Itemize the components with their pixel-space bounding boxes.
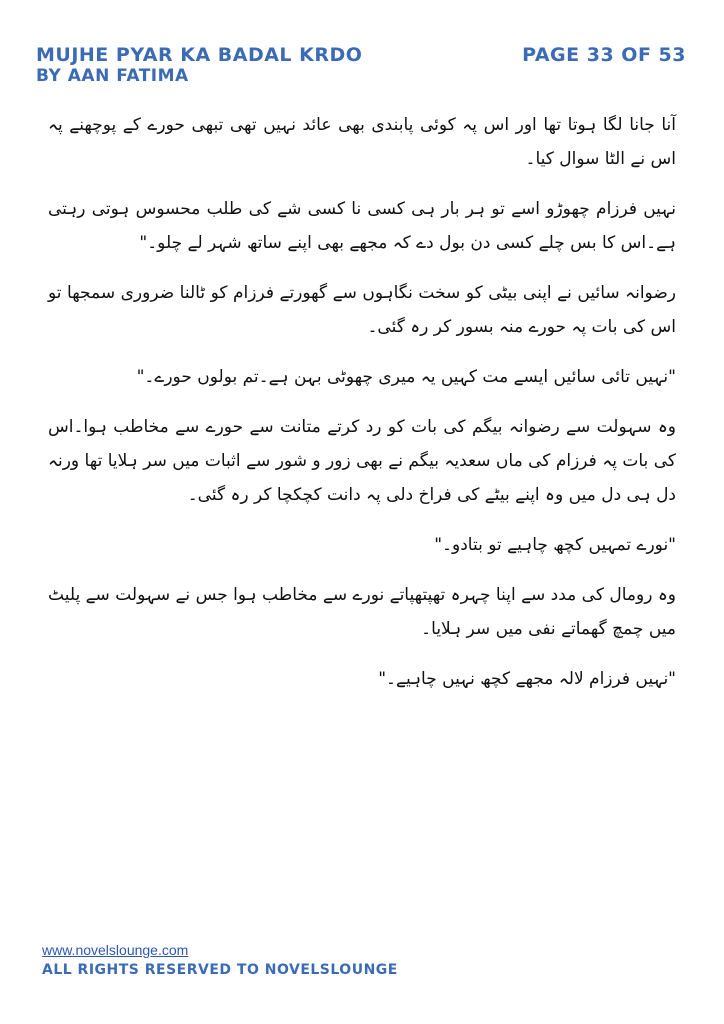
dialogue-line: "نورے تمہیں کچھ چاہیے تو بتادو۔" <box>434 535 676 555</box>
page-footer <box>42 942 442 978</box>
paragraph: وہ سہولت سے رضوانہ بیگم کی بات کو رد کرتے متانت سے حورے سے مخاطب ہوا۔اس کی بات پہ فرزام کی ماں سعدیہ بیگم نے بھی زور و شور سے اثبات میں سر ہلایا تھا ورنہ دل ہی دل میں وہ اپنے بیٹے کی فراخ دلی پہ دانت کچکچا کر رہ گئی۔ <box>48 417 676 505</box>
page-number: PAGE 33 OF 53 <box>522 44 686 66</box>
website-link[interactable]: www.novelslounge.com <box>42 942 189 958</box>
author-name: BY AAN FATIMA <box>36 66 189 86</box>
dialogue-line: "نہیں تائی سائیں ایسے مت کہیں یہ میری چھوٹی بہن ہے۔تم بولوں حورے۔" <box>136 367 676 387</box>
paragraph: آنا جانا لگا ہوتا تھا اور اس پہ کوئی پابندی بھی عائد نہیں تھی تبھی حورے کے پوچھنے پہ اس نے الٹا سوال کیا۔ <box>48 115 676 169</box>
story-body <box>48 108 676 712</box>
paragraph: رضوانہ سائیں نے اپنی بیٹی کو سخت نگاہوں سے گھورتے فرزام کو ٹالنا ضروری سمجھا تو اس کی بات پہ حورے منہ بسور کر رہ گئی۔ <box>48 283 676 337</box>
paragraph: وہ رومال کی مدد سے اپنا چہرہ تھپتھپاتے نورے سے مخاطب ہوا جس نے سہولت سے پلیٹ میں چمچ گھماتے نفی میں سر ہلایا۔ <box>48 585 676 639</box>
novel-title: MUJHE PYAR KA BADAL KRDO <box>36 44 363 66</box>
paragraph: نہیں فرزام چھوڑو اسے تو ہر بار ہی کسی نا کسی شے کی طلب محسوس ہوتی رہتی ہے۔اس کا بس چلے کسی دن بول دے کہ مجھے بھی اپنے ساتھ شہر لے چلو۔" <box>48 199 676 253</box>
dialogue-line: "نہیں فرزام لالہ مجھے کچھ نہیں چاہیے۔" <box>378 669 676 689</box>
page-header <box>36 44 686 94</box>
copyright-notice: ALL RIGHTS RESERVED TO NOVELSLOUNGE <box>42 962 398 978</box>
